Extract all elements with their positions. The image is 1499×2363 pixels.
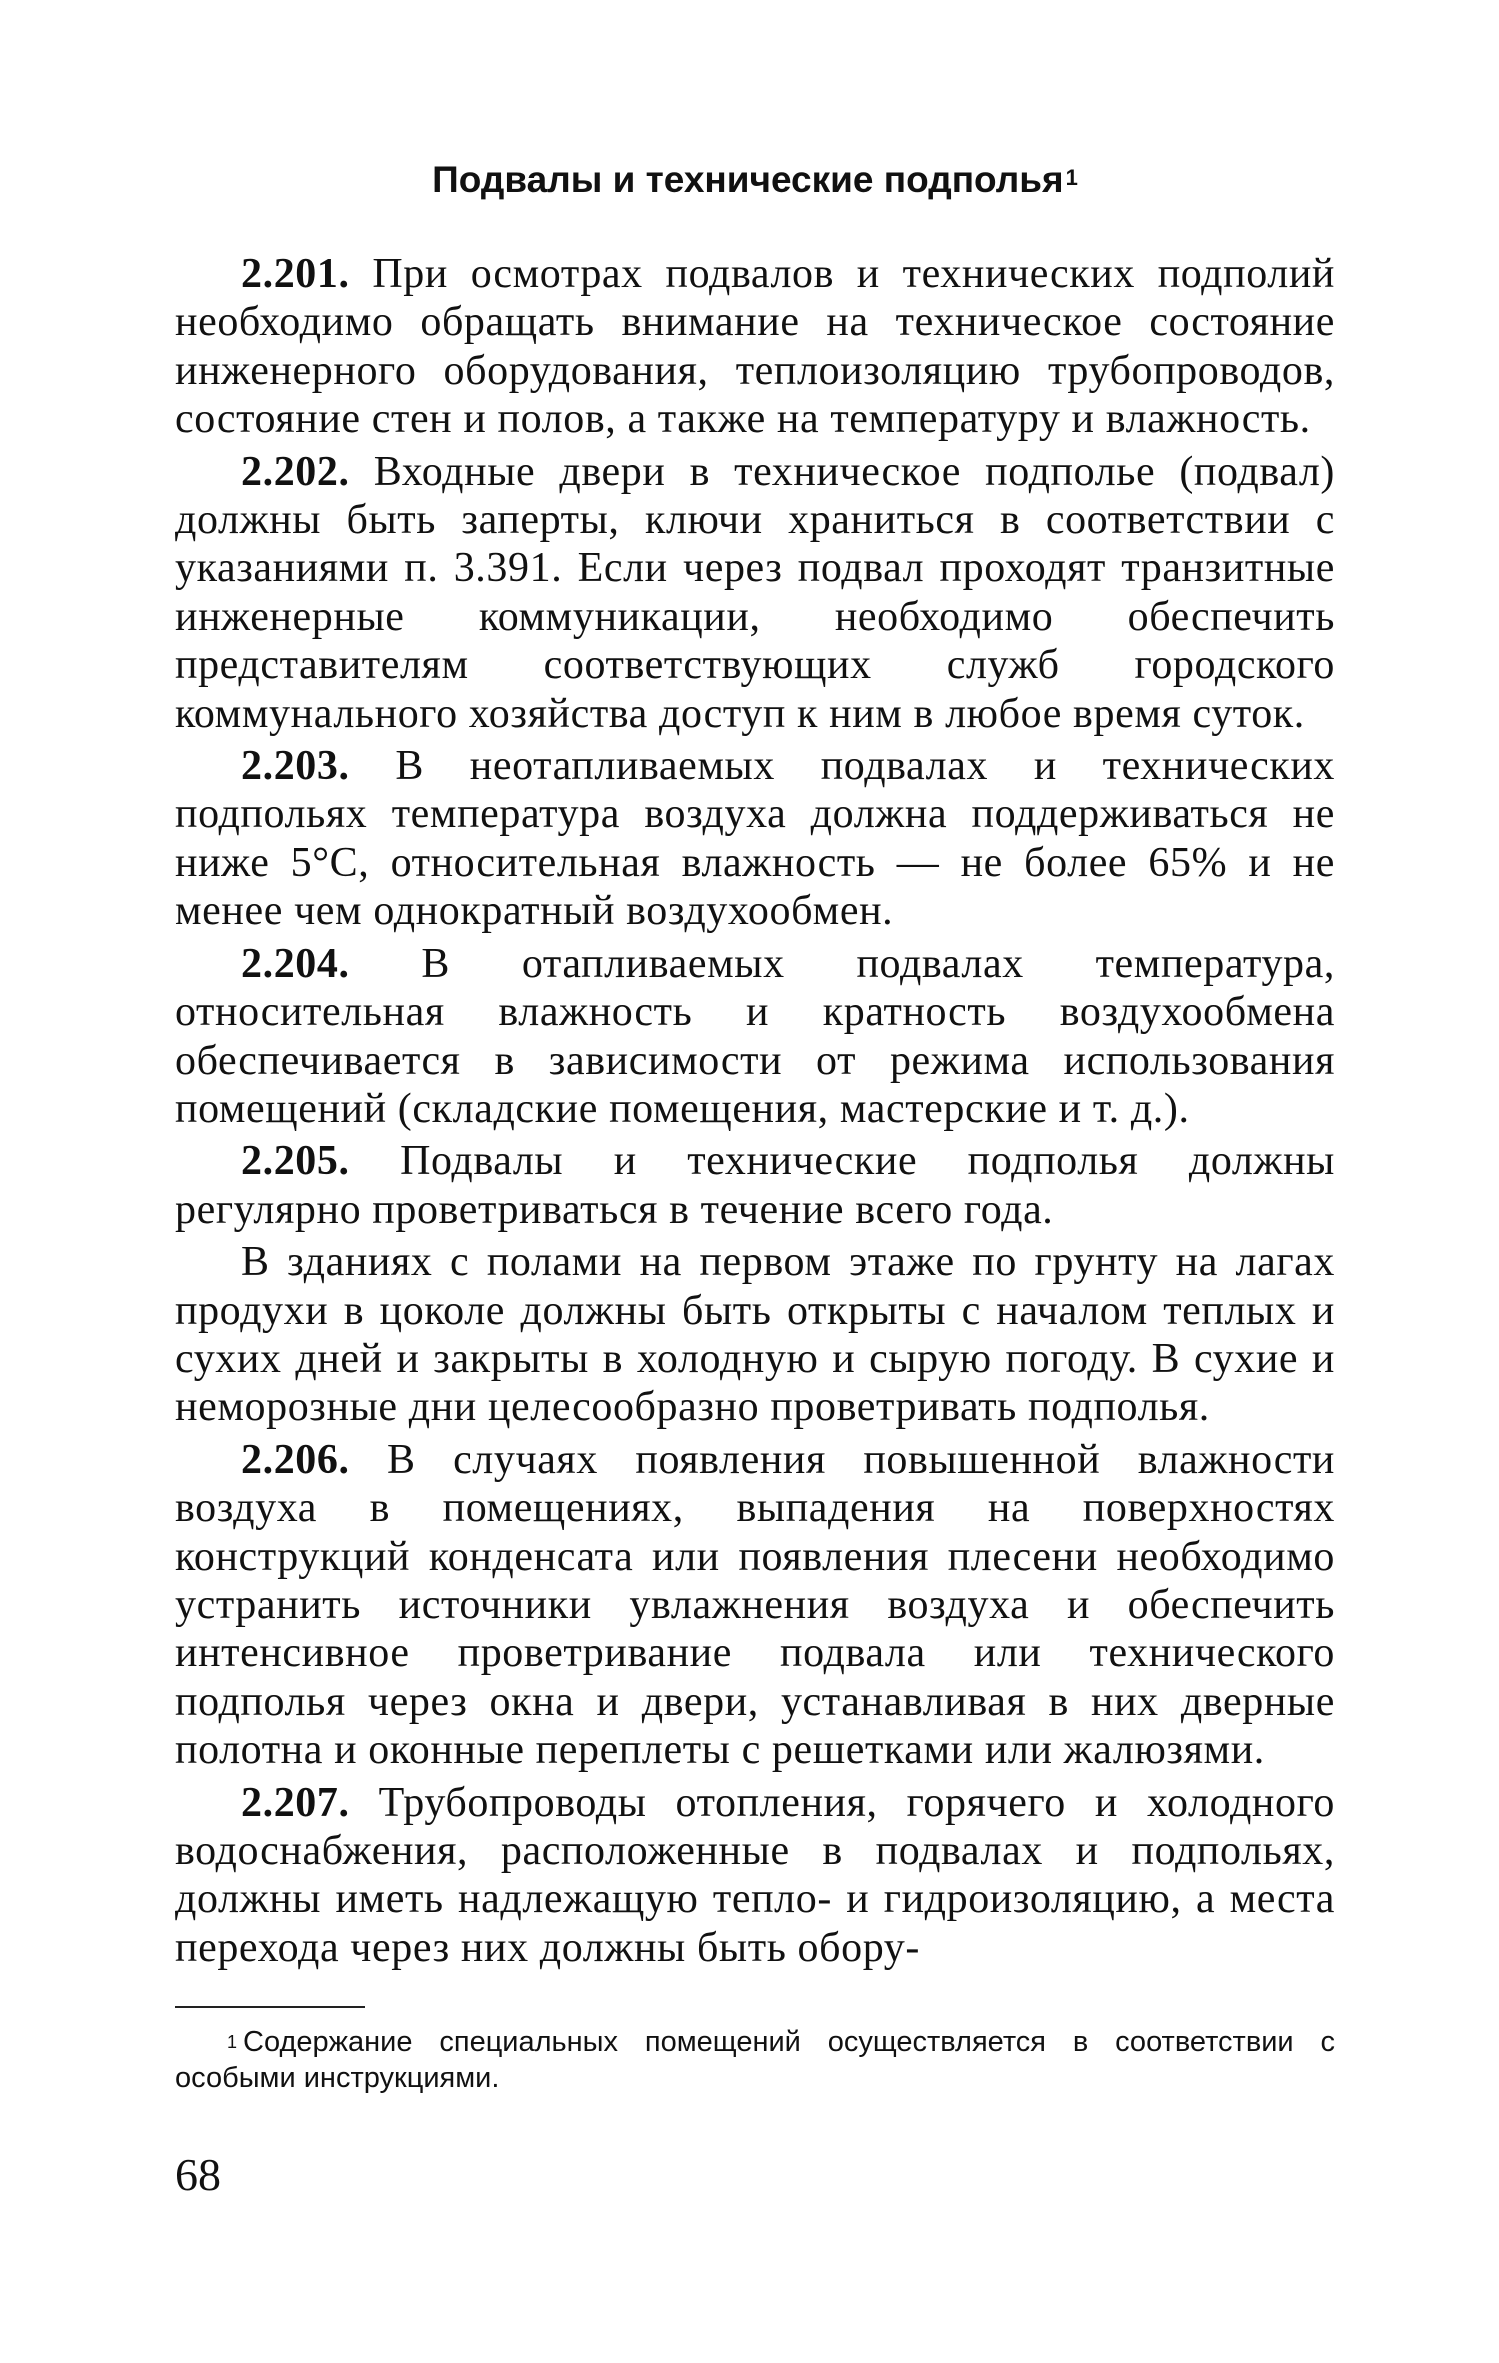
paragraph-number: 2.204. — [241, 940, 350, 987]
paragraph-2-201 — [175, 250, 1335, 444]
heading-footnote-marker: 1 — [1065, 165, 1078, 190]
section-heading-title: Подвалы и технические подполья — [432, 159, 1064, 200]
paragraph-2-207 — [175, 1779, 1335, 1973]
paragraph-number: 2.206. — [241, 1436, 350, 1483]
paragraph-2-204 — [175, 940, 1335, 1134]
page-number: 68 — [175, 2149, 221, 2200]
paragraph-number: 2.203. — [241, 743, 350, 790]
paragraph-text: При осмотрах подвалов и технических подполий необходимо обращать внимание на техническое состояние инженерного оборудования, теплоизоляцию трубопроводов, состояние стен и полов, а также на температуру и влажность. — [175, 251, 1335, 443]
footnote-text: Содержание специальных помещений осуществляется в соответствии с особыми инструкциями. — [175, 2026, 1335, 2094]
paragraph-number: 2.205. — [241, 1138, 350, 1185]
paragraph-2-205-continued — [175, 1238, 1335, 1432]
footnote-divider — [175, 2006, 365, 2008]
paragraph-text: В зданиях с полами на первом этаже по грунту на лагах продухи в цоколе должны быть открыты с началом теплых и сухих дней и закрыты в холодную и сырую погоду. В сухие и неморозные дни целесообразно проветривать подполья. — [175, 1239, 1335, 1431]
paragraph-2-203 — [175, 742, 1335, 936]
paragraph-number: 2.207. — [241, 1779, 350, 1826]
paragraph-text: В неотапливаемых подвалах и технических подпольях температура воздуха должна поддерживаться не ниже 5°С, относительная влажность — не более 65% и не менее чем однократный воздухообмен. — [175, 743, 1335, 935]
section-heading — [175, 158, 1335, 202]
body-text — [175, 250, 1335, 1976]
paragraph-2-206 — [175, 1436, 1335, 1775]
paragraph-text: Трубопроводы отопления, горячего и холодного водоснабжения, расположенные в подвалах и подпольях, должны иметь надлежащую тепло- и гидроизоляцию, а места перехода через них должны быть обору- — [175, 1779, 1335, 1971]
paragraph-number: 2.201. — [241, 251, 350, 297]
paragraph-text: В случаях появления повышенной влажности воздуха в помещениях, выпадения на поверхностях конструкций конденсата или появления плесени необходимо устранить источники увлажнения воздуха и обеспечить интенсивное проветривание подвала или технического подполья через окна и двери, устанавливая в них дверные полотна и оконные переплеты с решетками или жалюзями. — [175, 1436, 1335, 1774]
footnote-marker: 1 — [227, 2032, 238, 2052]
paragraph-text: Подвалы и технические подполья должны регулярно проветриваться в течение всего года. — [175, 1138, 1335, 1233]
paragraph-text: Входные двери в техническое подполье (подвал) должны быть заперты, ключи храниться в соответствии с указаниями п. 3.391. Если через подвал проходят транзитные инженерные коммуникации, необходимо обеспечить представителям соответствующих служб городского коммунального хозяйства доступ к ним в любое время суток. — [175, 448, 1336, 737]
paragraph-text: В отапливаемых подвалах температура, относительная влажность и кратность воздухообмена обеспечивается в зависимости от режима использования помещений (складские помещения, мастерские и т. д.). — [175, 940, 1335, 1132]
paragraph-number: 2.202. — [241, 448, 350, 495]
paragraph-2-205 — [175, 1137, 1335, 1234]
footnote — [175, 2024, 1335, 2096]
paragraph-2-202 — [175, 448, 1335, 738]
